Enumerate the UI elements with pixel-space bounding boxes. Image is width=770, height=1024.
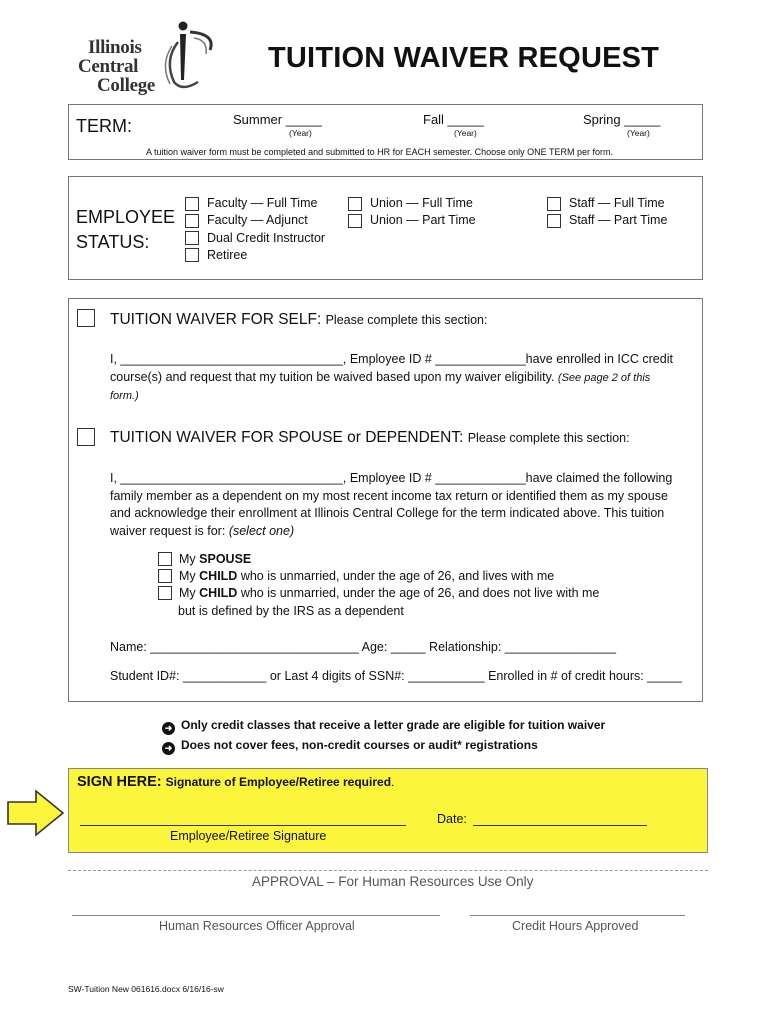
spouse-section-heading: [110, 429, 630, 447]
eligibility-note-1: [162, 718, 605, 735]
checkbox-child-lives-with-me[interactable]: [158, 569, 172, 583]
spouse-statement: [110, 470, 672, 540]
option-1-prefix: My: [179, 552, 200, 566]
checkbox-retiree[interactable]: [185, 248, 199, 262]
arrow-circle-icon: ➜: [162, 742, 175, 755]
spouse-statement-line-3: and acknowledge their enrollment at Illinois Central College for the term indicated above. This tuition: [110, 506, 665, 520]
self-line-2-text: course(s) and request that my tuition be waived based upon my waiver eligibility.: [110, 369, 555, 384]
spouse-select-one-note: (select one): [228, 523, 295, 538]
employee-status-label: [76, 205, 175, 255]
credit-hours-approved-caption: Credit Hours Approved: [512, 919, 639, 933]
eligibility-note-2: [162, 738, 538, 755]
term-label: TERM:: [76, 116, 132, 136]
self-statement-line-1[interactable]: I, ________________________________, Employee ID # _____________have enrolled in ICC credit: [110, 352, 673, 366]
self-statement-line-2: [110, 369, 673, 388]
option-3-continuation: but is defined by the IRS as a dependent: [178, 604, 404, 618]
label-retiree: Retiree: [207, 248, 248, 262]
self-section-instruction: Please complete this section:: [325, 313, 488, 327]
term-spring-year-caption: (Year): [627, 128, 650, 138]
checkbox-my-spouse[interactable]: [158, 552, 172, 566]
dependent-id-credit-hours-row[interactable]: Student ID#: ____________ or Last 4 digits of SSN#: ___________ Enrolled in # of credit hours: _____: [110, 669, 682, 683]
option-2-suffix: who is unmarried, under the age of 26, and lives with me: [237, 569, 555, 583]
spouse-statement-line-1[interactable]: I, ________________________________, Employee ID # _____________have claimed the following: [110, 471, 673, 485]
term-summer-field[interactable]: Summer _____: [233, 112, 322, 127]
signature-required-period: .: [391, 775, 395, 789]
approval-title: APPROVAL – For Human Resources Use Only: [252, 874, 534, 889]
label-dual-credit-instructor: Dual Credit Instructor: [207, 231, 326, 245]
checkbox-union-full-time[interactable]: [348, 197, 362, 211]
date-label: Date:: [437, 812, 467, 826]
checkbox-child-not-living-with-me[interactable]: [158, 586, 172, 600]
checkbox-dual-credit-instructor[interactable]: [185, 231, 199, 245]
hr-officer-approval-caption: Human Resources Officer Approval: [159, 919, 355, 933]
signature-required-text: Signature of Employee/Retiree required: [165, 775, 392, 789]
label-union-part-time: Union — Part Time: [370, 213, 476, 227]
logo-line-2: Central: [78, 56, 139, 77]
credit-hours-approved-line[interactable]: [470, 915, 685, 916]
spouse-section-title: TUITION WAIVER FOR SPOUSE or DEPENDENT:: [110, 429, 464, 446]
term-summer-year-caption: (Year): [289, 128, 312, 138]
self-form-note: form.): [110, 390, 139, 402]
date-field-line[interactable]: [473, 825, 647, 826]
eligibility-note-1-text: Only credit classes that receive a letter grade are eligible for tuition waiver: [181, 718, 606, 732]
option-3-suffix: who is unmarried, under the age of 26, and does not live with me: [237, 586, 600, 600]
checkbox-union-part-time[interactable]: [348, 214, 362, 228]
checkbox-waiver-for-self[interactable]: [77, 309, 95, 327]
option-2-prefix: My: [179, 569, 200, 583]
spouse-statement-line-2: family member as a dependent on my most recent income tax return or identified them as my spouse: [110, 488, 668, 503]
checkbox-faculty-adjunct[interactable]: [185, 214, 199, 228]
logo-wordmark: [78, 38, 155, 95]
logo-swirl-icon: [158, 20, 218, 95]
self-see-page-note: (See page 2 of this: [557, 371, 651, 384]
sign-here-heading: [77, 774, 394, 790]
spouse-statement-line-4: [110, 523, 672, 541]
term-fall-field[interactable]: Fall _____: [423, 112, 484, 127]
checkbox-waiver-for-spouse-dependent[interactable]: [77, 428, 95, 446]
document-footer: SW-Tuition New 061616.docx 6/16/16-sw: [68, 984, 224, 994]
self-section-heading: [110, 311, 487, 329]
self-statement-line-3: [110, 387, 673, 406]
label-staff-part-time: Staff — Part Time: [569, 213, 668, 227]
term-fall-year-caption: (Year): [454, 128, 477, 138]
employee-signature-caption: Employee/Retiree Signature: [170, 829, 327, 843]
logo-line-3: College: [97, 75, 156, 96]
spouse-line-4-text: waiver request is for:: [110, 523, 226, 538]
hr-officer-approval-line[interactable]: [72, 915, 440, 916]
label-faculty-adjunct: Faculty — Adjunct: [207, 213, 308, 227]
option-2-bold: CHILD: [199, 569, 238, 583]
sign-here-label: SIGN HERE:: [77, 774, 162, 790]
label-union-full-time: Union — Full Time: [370, 196, 473, 210]
label-staff-full-time: Staff — Full Time: [569, 196, 665, 210]
form-title: TUITION WAIVER REQUEST: [268, 42, 660, 74]
logo-line-1: Illinois: [88, 37, 142, 58]
approval-divider: [68, 870, 708, 871]
self-statement: [110, 351, 673, 406]
option-3-bold: CHILD: [199, 586, 238, 600]
option-my-spouse: [179, 552, 251, 566]
spouse-section-instruction: Please complete this section:: [467, 431, 630, 445]
label-faculty-full-time: Faculty — Full Time: [207, 196, 318, 210]
eligibility-note-2-text: Does not cover fees, non-credit courses or audit* registrations: [181, 738, 538, 752]
option-1-bold: SPOUSE: [199, 552, 252, 566]
option-3-prefix: My: [179, 586, 200, 600]
status-label-line-1: EMPLOYEE: [76, 207, 176, 227]
status-label-line-2: STATUS:: [76, 232, 150, 252]
college-logo: [78, 20, 218, 95]
self-section-title: TUITION WAIVER FOR SELF:: [110, 311, 322, 328]
option-child-lives-with-me: [179, 569, 554, 583]
option-child-not-living-with-me: [179, 586, 599, 600]
employee-signature-line[interactable]: [80, 825, 406, 826]
checkbox-staff-full-time[interactable]: [547, 197, 561, 211]
term-spring-field[interactable]: Spring _____: [583, 112, 661, 127]
sign-here-arrow-icon: [6, 788, 66, 838]
checkbox-faculty-full-time[interactable]: [185, 197, 199, 211]
checkbox-staff-part-time[interactable]: [547, 214, 561, 228]
term-instruction-note: A tuition waiver form must be completed and submitted to HR for EACH semester. Choose only ONE TERM per form.: [146, 147, 614, 157]
dependent-name-age-relationship-row[interactable]: Name: ______________________________ Age: _____ Relationship: ________________: [110, 640, 617, 654]
arrow-circle-icon: ➜: [162, 722, 175, 735]
